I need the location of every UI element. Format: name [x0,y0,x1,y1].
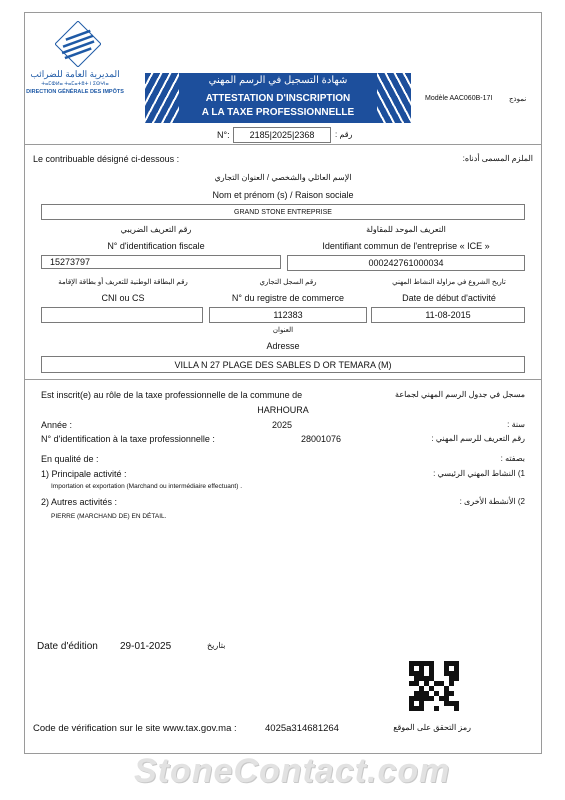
if-label-fr: N° d'identification fiscale [107,241,205,251]
title-fr-line2: A LA TAXE PROFESSIONNELLE [201,107,355,118]
address-label-ar: العنوان [272,327,294,334]
verification-label-ar: رمز التحقق على الموقع [393,723,471,732]
banner-stripes-left [145,73,179,123]
start-label-fr: Date de début d'activité [402,293,496,303]
year-label: Année : [41,420,73,430]
ice-label-fr: Identifiant commun de l'entreprise « ICE » [322,241,490,251]
quality-label-ar: بصفته : [500,454,525,463]
address-value: VILLA N 27 PLAGE DES SABLES D OR TEMARA (M) [41,356,525,373]
year-value: 2025 [272,420,293,430]
certificate-number: 2185|2025|2368 [233,127,331,143]
start-date-value: 11-08-2015 [371,307,525,323]
rc-label-fr: N° du registre de commerce [231,293,345,303]
divider [25,379,541,380]
main-activity-label: 1) Principale activité : [41,469,127,479]
quality-label: En qualité de : [41,454,99,464]
model-ref-ar: نموذج [509,96,527,103]
cni-value [41,307,203,323]
number-label: N°: [217,130,230,140]
fiscal-id-value: 15273797 [41,255,281,269]
title-banner [145,73,411,123]
commune-value: HARHOURA [257,405,309,415]
verification-label: Code de vérification sur le site www.tax.gov.ma : [33,723,237,734]
tp-id-label-ar: رقم التعريف للرسم المهني : [431,434,525,443]
certificate-page [24,12,542,754]
title-fr-line1: ATTESTATION D'INSCRIPTION [205,93,351,104]
start-label-ar: تاريخ الشروع في مزاولة النشاط المهني [392,279,506,286]
model-ref: Modèle AAC060B-17I [425,95,493,102]
edition-date-label: Date d'édition [37,641,98,652]
commune-label-fr: Est inscrit(e) au rôle de la taxe professionnelle de la commune de [41,390,303,400]
name-label-ar: الإسم العائلي والشخصي / العنوان التجاري [214,173,352,182]
name-label-fr: Nom et prénom (s) / Raison sociale [212,190,354,200]
main-activity-label-ar: 1) النشاط المهني الرئيسي : [433,469,525,478]
main-activity-value: Importation et exportation (Marchand ou intermédiaire effectuant) . [51,483,243,490]
watermark-text: StoneContact.com [134,752,451,790]
rc-label-ar: رقم السجل التجاري [259,279,317,286]
org-name-tifinagh: ⵜⴰⵎⵀⵍⴰ ⵜⴰⵎⴰⵜⵓⵜ ⵏ ⵉⵙⵖⵏⴰ [41,81,109,87]
other-activities-label-ar: 2) الأنشطة الأخرى : [459,497,525,506]
address-label-fr: Adresse [266,341,300,351]
other-activities-value: PIERRE (MARCHAND DE) EN DÉTAIL. [51,513,167,520]
edition-date-value: 29-01-2025 [120,641,172,652]
other-activities-label: 2) Autres activités : [41,497,118,507]
divider [25,144,541,145]
verification-code: 4025a314681264 [265,723,339,734]
rc-value: 112383 [209,307,367,323]
year-label-ar: سنة : [507,420,525,429]
org-name-fr: DIRECTION GÉNÉRALE DES IMPÔTS [26,89,124,95]
commune-label-ar: مسجل في جدول الرسم المهني لجماعة [395,390,525,399]
tp-id-value: 28001076 [301,434,342,444]
banner-stripes-right [377,73,411,123]
number-label-ar: رقم : [335,130,353,139]
cni-label-fr: CNI ou CS [101,293,145,303]
intro-fr: Le contribuable désigné ci-dessous : [33,154,180,164]
dgi-logo-icon [55,21,101,67]
tp-id-label: N° d'identification à la taxe professionnelle : [41,434,215,444]
intro-ar: الملزم المسمى أدناه: [462,154,533,163]
if-label-ar: رقم التعريف الضريبي [120,225,192,234]
cni-label-ar: رقم البطاقة الوطنية للتعريف أو بطاقة الإقامة [58,279,188,286]
qr-code-icon [409,661,459,711]
taxpayer-name: GRAND STONE ENTREPRISE [41,204,525,220]
org-name-ar: المديرية العامة للضرائب [30,69,120,79]
ice-label-ar: التعريف الموحد للمقاولة [366,225,446,234]
ice-value: 000242761000034 [287,255,525,271]
edition-date-label-ar: بتاريخ [207,641,226,650]
title-ar: شهادة التسجيل في الرسم المهني [208,75,348,86]
